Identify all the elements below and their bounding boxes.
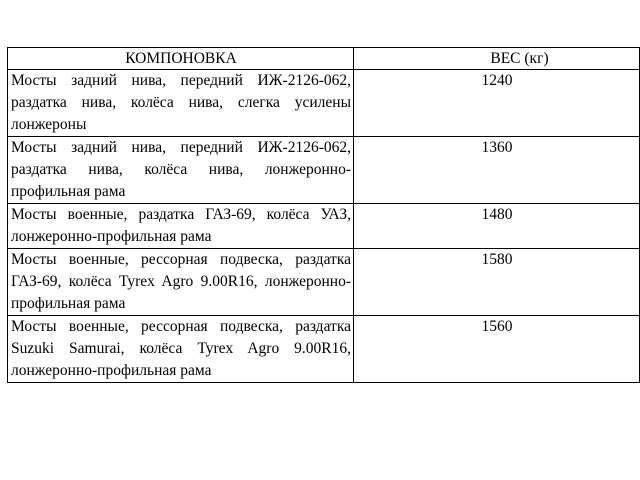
- row-weight: 1360: [354, 137, 640, 204]
- row-description: Мосты военные, раздатка ГАЗ-69, колёса УАЗ, лонжеронно-профильная рама: [8, 204, 354, 249]
- table-header-row: [8, 48, 640, 70]
- header-weight: ВЕС (кг): [354, 48, 640, 70]
- header-layout: КОМПОНОВКА: [8, 48, 354, 70]
- table-row: [8, 316, 640, 383]
- table-row: [8, 137, 640, 204]
- row-weight: 1560: [354, 316, 640, 383]
- row-description: Мосты задний нива, передний ИЖ-2126-062, раздатка нива, колёса нива, лонжеронно-профильная рама: [8, 137, 354, 204]
- row-description: Мосты военные, рессорная подвеска, раздатка Suzuki Samurai, колёса Tyrex Agro 9.00R16, лонжеронно-профильная рама: [8, 316, 354, 383]
- row-description: Мосты военные, рессорная подвеска, раздатка ГАЗ-69, колёса Tyrex Agro 9.00R16, лонжеронно-профильная рама: [8, 249, 354, 316]
- table-row: [8, 70, 640, 137]
- table-row: [8, 249, 640, 316]
- table-row: [8, 204, 640, 249]
- row-description: Мосты задний нива, передний ИЖ-2126-062, раздатка нива, колёса нива, слегка усилены лонжероны: [8, 70, 354, 137]
- row-weight: 1580: [354, 249, 640, 316]
- row-weight: 1240: [354, 70, 640, 137]
- weight-table: [7, 47, 640, 383]
- row-weight: 1480: [354, 204, 640, 249]
